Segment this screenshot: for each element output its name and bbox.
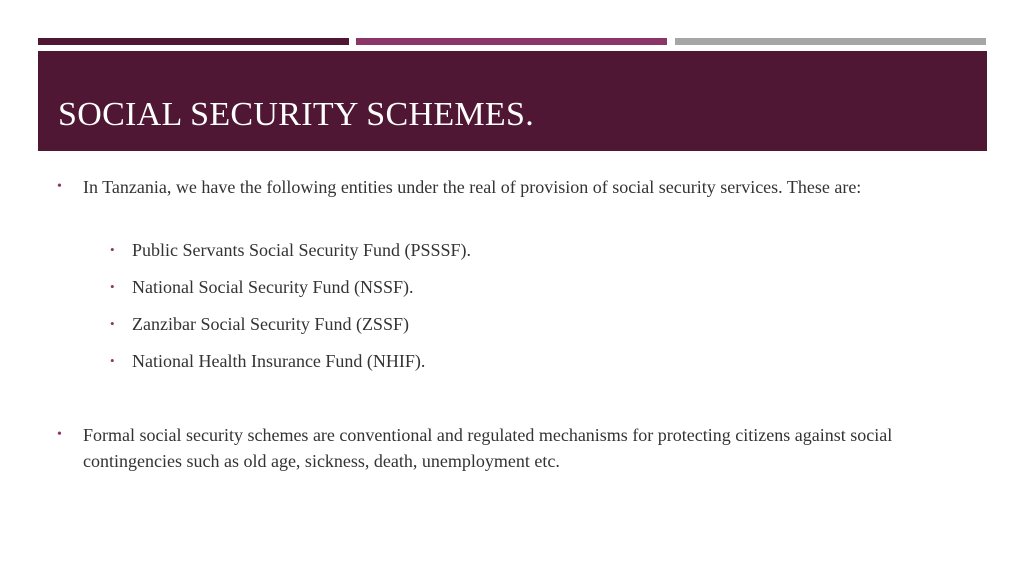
bullet-text: In Tanzania, we have the following entities under the real of provision of social security services. These are: xyxy=(83,177,862,197)
bullet-item-entities xyxy=(57,174,903,200)
slide-title: SOCIAL SECURITY SCHEMES. xyxy=(58,96,535,133)
sub-bullet-item-nhif xyxy=(110,348,832,374)
bullet-icon: • xyxy=(110,279,115,294)
sub-bullet-text: National Health Insurance Fund (NHIF). xyxy=(132,351,426,371)
bullet-item-formal-schemes xyxy=(57,422,903,474)
sub-bullet-text: Zanzibar Social Security Fund (ZSSF) xyxy=(132,314,409,334)
sub-bullet-item-nssf xyxy=(110,274,832,300)
bullet-icon: • xyxy=(110,353,115,368)
bullet-text: Formal social security schemes are conventional and regulated mechanisms for protecting citizens against social contingencies such as old age, sickness, death, unemployment etc. xyxy=(83,425,893,471)
sub-bullet-text: Public Servants Social Security Fund (PSSSF). xyxy=(132,240,472,260)
bullet-icon: • xyxy=(57,179,62,194)
bullet-icon: • xyxy=(110,242,115,257)
sub-bullet-item-zssf xyxy=(110,311,832,337)
bullet-icon: • xyxy=(57,427,62,442)
sub-bullet-text: National Social Security Fund (NSSF). xyxy=(132,277,414,297)
sub-bullet-item-psssf xyxy=(110,237,832,263)
bullet-icon: • xyxy=(110,316,115,331)
